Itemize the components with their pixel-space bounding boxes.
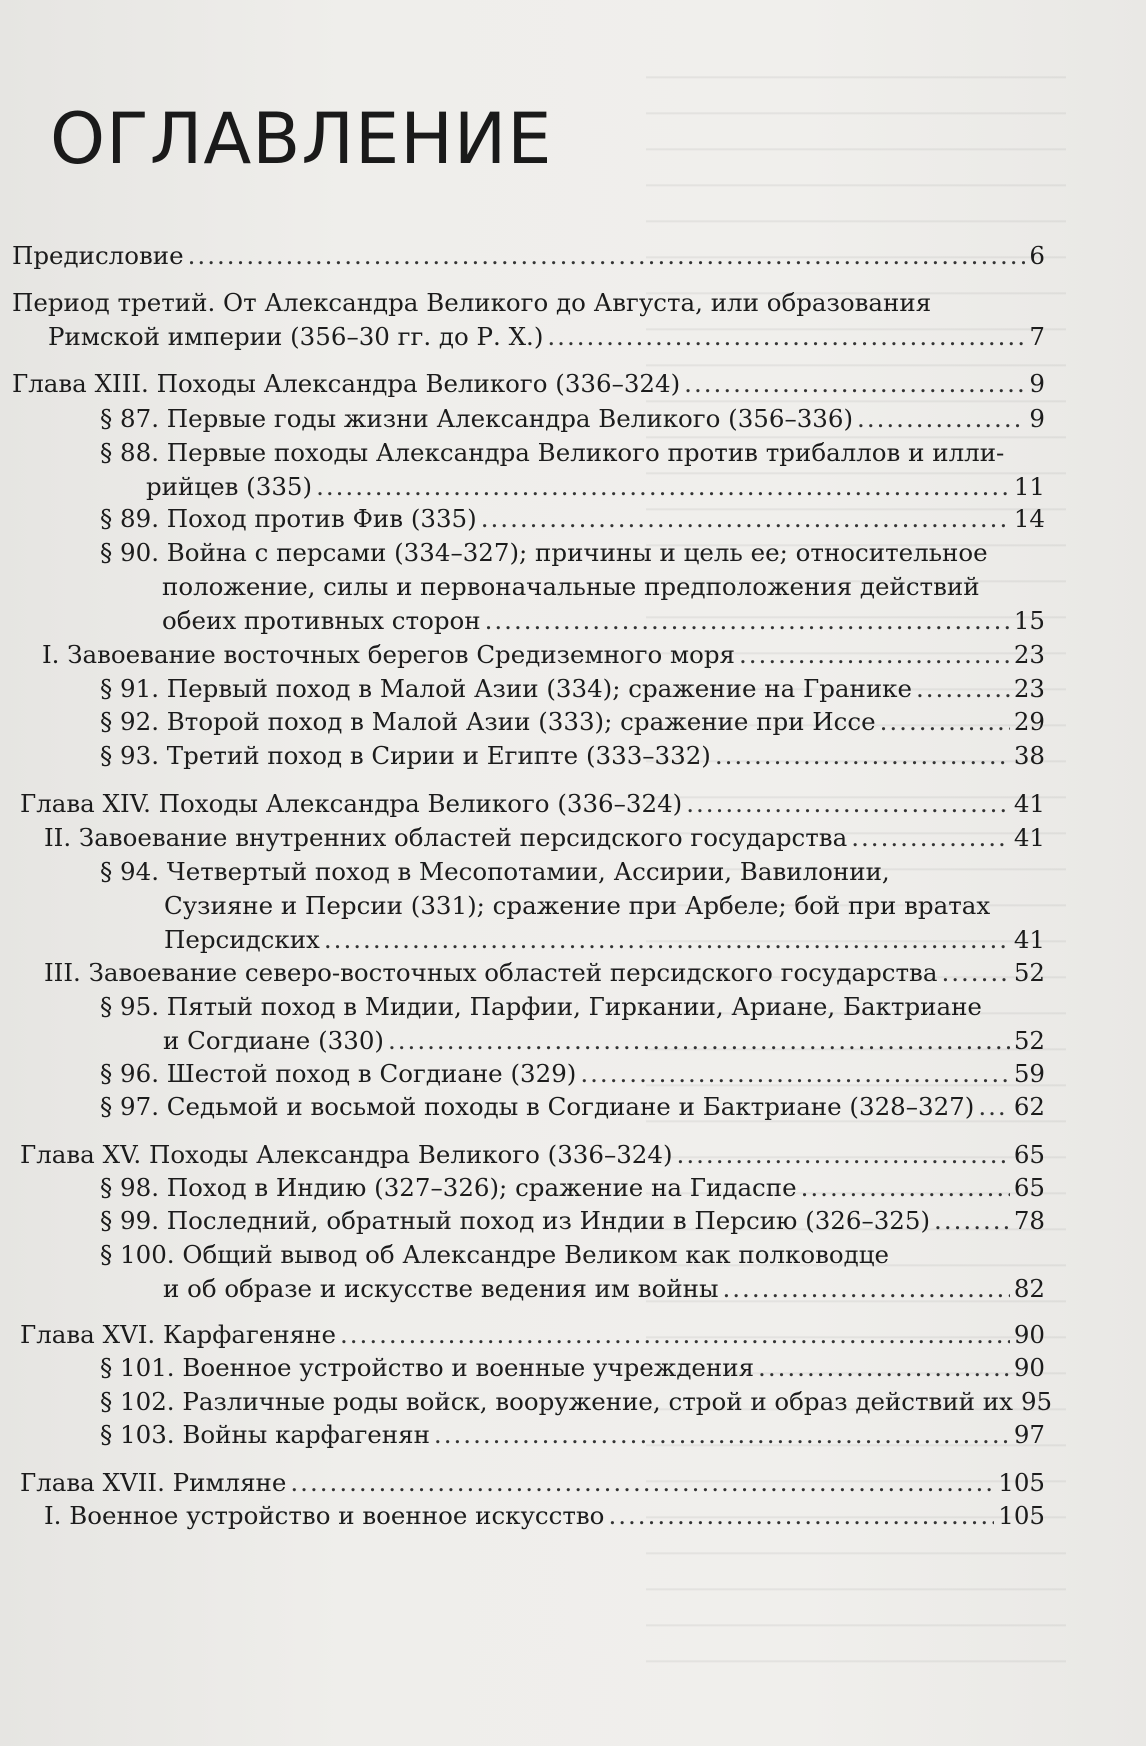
toc-entry-text: § 89. Поход против Фив (335): [100, 504, 477, 533]
toc-entry-text: Предисловие: [12, 241, 184, 270]
toc-entry-text: § 100. Общий вывод об Александре Великом как полководце: [100, 1240, 889, 1269]
toc-page-number: 15: [1013, 606, 1045, 635]
dot-leader: [880, 704, 1010, 739]
dot-leader: [340, 1317, 1010, 1352]
toc-entry-text: обеих противных сторон: [162, 606, 481, 635]
toc-entry-line: [100, 1350, 1045, 1385]
toc-entry-line: [12, 238, 1045, 273]
toc-page-number: 23: [1013, 640, 1045, 669]
toc-page-number: 29: [1013, 707, 1045, 736]
toc-entry-line: [44, 955, 1045, 990]
toc-page-number: 9: [1029, 404, 1045, 433]
toc-entry-text: § 103. Войны карфагенян: [100, 1420, 430, 1449]
dot-leader: [739, 637, 1010, 672]
toc-entry-text: § 96. Шестой поход в Согдиане (329): [100, 1059, 577, 1088]
toc-entry-text: II. Завоевание внутренних областей персидского государства: [44, 823, 848, 852]
toc-entry-text: Глава XVII. Римляне: [20, 1468, 287, 1497]
dot-leader: [916, 671, 1010, 706]
dot-leader: [290, 1465, 994, 1500]
toc-page-number: 82: [1013, 1274, 1045, 1303]
toc-entry-line: [100, 1089, 1045, 1124]
dot-leader: [677, 1137, 1010, 1172]
toc-entry-line: [100, 501, 1045, 536]
toc-entry-text: § 90. Война с персами (334–327); причины и цель ее; относительное: [100, 538, 988, 567]
toc-page-number: 105: [998, 1501, 1045, 1530]
toc-page-number: 65: [1013, 1140, 1045, 1169]
dot-leader: [715, 738, 1010, 773]
toc-page-number: 9: [1029, 369, 1045, 398]
toc-entry-line: [44, 820, 1045, 855]
toc-entry-text: § 102. Различные роды войск, вооружение, строй и образ действий их: [100, 1387, 1013, 1416]
dot-leader: [316, 469, 1010, 504]
toc-entry-line: [146, 469, 1045, 504]
toc-page-number: 78: [1013, 1206, 1045, 1235]
dot-leader: [580, 1056, 1009, 1091]
toc-entry-text: Глава XVI. Карфагеняне: [20, 1320, 336, 1349]
dot-leader: [481, 501, 1010, 536]
toc-entry-line: [163, 1023, 1045, 1058]
toc-entry-text: Сузияне и Персии (331); сражение при Арбеле; бой при вратах: [164, 891, 991, 920]
toc-entry-text: § 99. Последний, обратный поход из Индии в Персию (326–325): [100, 1206, 931, 1235]
toc-page-number: 90: [1013, 1320, 1045, 1349]
toc-page-number: 6: [1029, 241, 1045, 270]
toc-page-number: 52: [1013, 1026, 1045, 1055]
toc-entry-line: [164, 922, 1045, 957]
toc-entry-text: рийцев (335): [146, 472, 313, 501]
toc-entry-text: § 101. Военное устройство и военные учреждения: [100, 1353, 755, 1382]
toc-entry-text: § 93. Третий поход в Сирии и Египте (333–332): [100, 741, 711, 770]
toc-entry-text: § 91. Первый поход в Малой Азии (334); сражение на Гранике: [100, 674, 912, 703]
toc-page-number: 41: [1013, 823, 1045, 852]
dot-leader: [941, 955, 1009, 990]
toc-entry-line: [44, 1498, 1045, 1533]
toc-entry-line: [100, 1417, 1045, 1452]
toc-entry-line: [100, 1384, 1053, 1419]
dot-leader: [934, 1203, 1010, 1238]
toc-entry-text: § 97. Седьмой и восьмой походы в Согдиане и Бактриане (328–327): [100, 1092, 975, 1121]
toc-page-number: 97: [1013, 1420, 1045, 1449]
dot-leader: [434, 1417, 1010, 1452]
toc-entry-text: и об образе и искусстве ведения им войны: [163, 1274, 719, 1303]
toc-entry-line: [48, 319, 1045, 354]
toc-entry-line: [100, 1203, 1045, 1238]
toc-entry-text: Римской империи (356–30 гг. до Р. Х.): [48, 322, 544, 351]
toc-entry-line: [100, 1056, 1045, 1091]
dot-leader: [686, 786, 1010, 821]
dot-leader: [684, 366, 1025, 401]
toc-entry-text: § 87. Первые годы жизни Александра Великого (356–336): [100, 404, 854, 433]
dot-leader: [978, 1089, 1009, 1124]
toc-page-number: 105: [998, 1468, 1045, 1497]
toc-entry-line: [100, 671, 1045, 706]
dot-leader: [758, 1350, 1010, 1385]
dot-leader: [388, 1023, 1010, 1058]
toc-page-number: 7: [1029, 322, 1045, 351]
dot-leader: [324, 922, 1010, 957]
dot-leader: [851, 820, 1010, 855]
toc-entry-text: положение, силы и первоначальные предположения действий: [162, 572, 980, 601]
toc-page-number: 38: [1013, 741, 1045, 770]
dot-leader: [608, 1498, 994, 1533]
toc-page-number: 65: [1013, 1173, 1045, 1202]
toc-entry-line: [20, 1137, 1045, 1172]
toc-entry-text: Глава XIV. Походы Александра Великого (336–324): [20, 789, 683, 818]
toc-entry-line: [20, 1465, 1045, 1500]
toc-page-number: 41: [1013, 789, 1045, 818]
toc-entry-line: [100, 401, 1045, 436]
toc-entry-text: § 95. Пятый поход в Мидии, Парфии, Гиркании, Ариане, Бактриане: [100, 992, 982, 1021]
toc-entry-text: Глава XIII. Походы Александра Великого (336–324): [12, 369, 681, 398]
toc-entry-text: и Согдиане (330): [163, 1026, 384, 1055]
toc-entry-text: Период третий. От Александра Великого до Августа, или образования: [12, 288, 932, 317]
dot-leader: [547, 319, 1025, 354]
toc-entry-text: III. Завоевание северо-восточных областей персидского государства: [44, 958, 938, 987]
toc-entry-text: § 88. Первые походы Александра Великого против трибаллов и илли-: [100, 438, 1005, 467]
toc-page-number: 95: [1020, 1387, 1053, 1416]
dot-leader: [801, 1170, 1010, 1205]
toc-entry-line: [100, 738, 1045, 773]
toc-page-number: 11: [1013, 472, 1045, 501]
toc-entry-line: [163, 1271, 1045, 1306]
toc-entry-line: [162, 603, 1045, 638]
page-title: ОГЛАВЛЕНИЕ: [50, 98, 553, 180]
toc-entry-line: [12, 366, 1045, 401]
dot-leader: [722, 1271, 1009, 1306]
toc-entry-text: I. Завоевание восточных берегов Средиземного моря: [42, 640, 735, 669]
dot-leader: [188, 238, 1026, 273]
toc-page-number: 59: [1013, 1059, 1045, 1088]
toc-page-number: 41: [1013, 925, 1045, 954]
toc-entry-text: § 98. Поход в Индию (327–326); сражение на Гидаспе: [100, 1173, 797, 1202]
toc-entry-text: § 92. Второй поход в Малой Азии (333); сражение при Иссе: [100, 707, 876, 736]
toc-entry-line: [20, 786, 1045, 821]
toc-page-number: 23: [1013, 674, 1045, 703]
toc-entry-line: [42, 637, 1045, 672]
toc-entry-text: Глава XV. Походы Александра Великого (336–324): [20, 1140, 673, 1169]
dot-leader: [485, 603, 1010, 638]
toc-page-number: 14: [1013, 504, 1045, 533]
toc-entry-line: [100, 1170, 1045, 1205]
toc-entry-line: [20, 1317, 1045, 1352]
toc-page-number: 90: [1013, 1353, 1045, 1382]
toc-page-number: 52: [1013, 958, 1045, 987]
toc-page-number: 62: [1013, 1092, 1045, 1121]
dot-leader: [857, 401, 1025, 436]
toc-entry-text: I. Военное устройство и военное искусство: [44, 1501, 605, 1530]
toc-entry-line: [100, 704, 1045, 739]
toc-entry-text: Персидских: [164, 925, 320, 954]
toc-entry-text: § 94. Четвертый поход в Месопотамии, Ассирии, Вавилонии,: [100, 857, 890, 886]
